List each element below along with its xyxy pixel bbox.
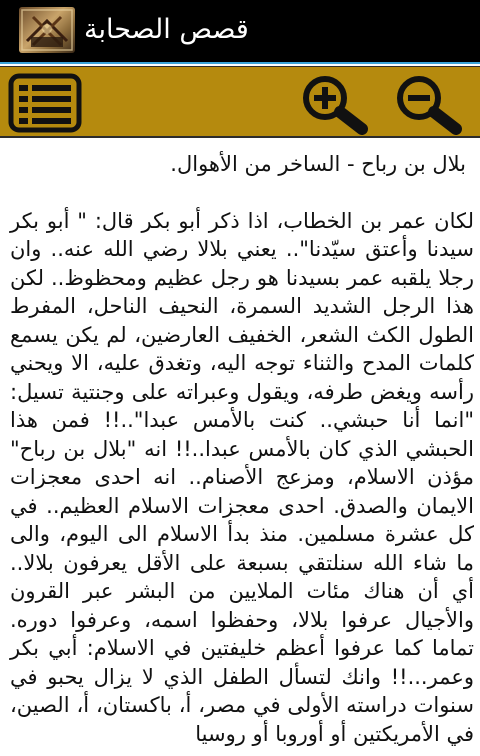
list-menu-icon [6, 121, 86, 136]
zoom-out-button[interactable] [390, 71, 468, 135]
story-title: بلال بن رباح - الساخر من الأهوال. [170, 152, 466, 176]
chapters-menu-button[interactable] [6, 73, 86, 133]
app-titlebar [0, 0, 480, 64]
app-logo-icon [19, 7, 75, 53]
story-body: لكان عمر بن الخطاب، اذا ذكر أبو بكر قال: " أبو بكر سيدنا وأعتق سيّدنا".. يعني بلالا رضي الله عنه.. وان رجلا يلقبه عمر بسيدنا هو رجل عظيم ومحظوظ.. لكن هذا الرجل الشديد السمرة، النحيف الناحل، المفرط الطول الكث الشعر، الخفيف العارضين، لم يكن يسمع كلمات المدح والثناء توجه اليه، وتغدق عليه، الا ويحني رأسه ويغض طرفه، ويقول وعبراته على وجنتية تسيل: "انما أنا حبشي.. كنت بالأمس عبدا"..!! فمن هذا الحبشي الذي كان بالأمس عبدا..!! انه "بلال بن رباح" مؤذن الاسلام، ومزعج الأصنام.. انه احدى معجزات الايمان والصدق. احدى معجزات الاسلام العظيم.. في كل عشرة مسلمين. منذ بدأ الاسلام الى اليوم، والى ما شاء الله سنلتقي بسبعة على الأقل يعرفون بلالا.. أي أن هناك مئات الملايين من البشر عبر القرون والأجيال عرفوا بلالا، وحفظوا اسمه، وعرفوا دوره. تماما كما عرفوا أعظم خليفتين في الاسلام: أبي بكر وعمر...!! وانك لتسأل الطفل الذي لا يزال يحبو في سنوات دراسته الأولى في مصر، أ، باكستان، أ، الصين، في الأمريكتين أو أوروبا أو روسيا [10, 208, 474, 746]
app-title: قصص الصحابة [84, 14, 249, 45]
zoom-in-icon [296, 123, 374, 138]
toolbar [0, 66, 480, 138]
zoom-out-icon [390, 123, 468, 138]
zoom-in-button[interactable] [296, 71, 374, 135]
story-content[interactable] [0, 140, 480, 756]
